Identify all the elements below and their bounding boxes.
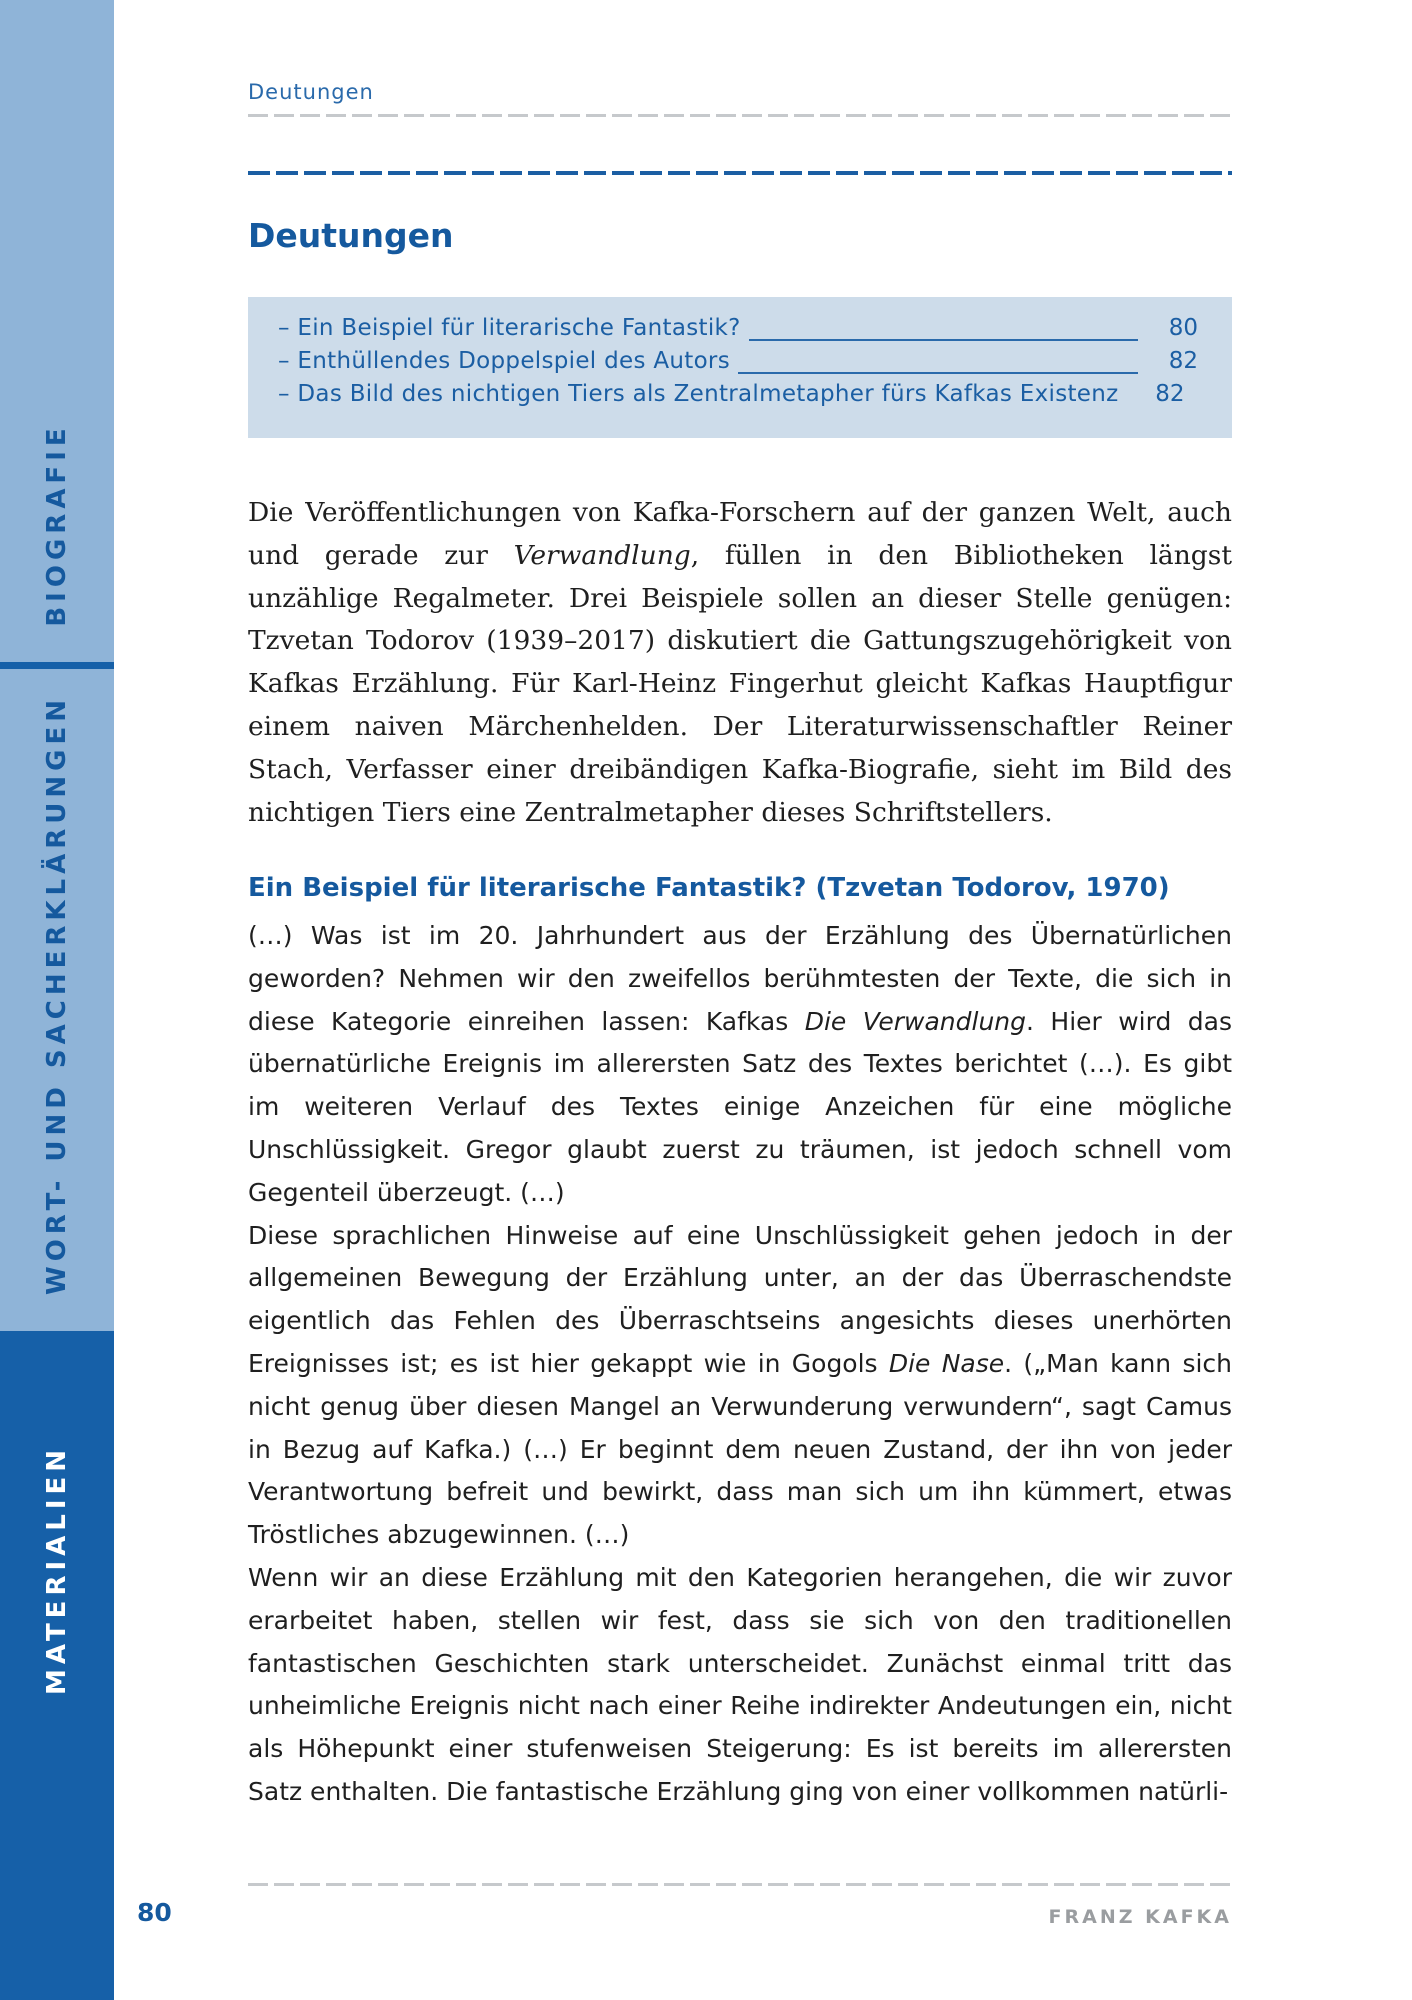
section-divider — [248, 171, 1232, 175]
toc-item-page: 80 — [1168, 315, 1198, 341]
sidebar-tab-biografie[interactable] — [0, 0, 114, 662]
sidebar-tab-materialien[interactable] — [0, 1338, 114, 2000]
toc-box — [248, 297, 1232, 438]
sidebar-tab-label: WORT- UND SACHERKLÄRUNGEN — [42, 695, 72, 1295]
quote-text: . („Man kann sich nicht genug über diesen Mangel an Verwunderung verwundern“, sagt Camus in Bezug auf Kafka.) (…) Er beginnt dem neuen Zustand, der ihn von jeder Verantwortung befreit und bewirkt, dass man sich um ihn kümmert, etwas Tröstliches abzugewinnen. (…) — [248, 1348, 1233, 1550]
intro-text: Die Veröffentlichungen von Kafka-Forschern auf der ganzen Welt, auch und gerade zur — [248, 497, 1232, 571]
quote-paragraph — [248, 915, 1232, 1215]
running-head: Deutungen — [248, 80, 374, 104]
intro-italic-title: Verwandlung — [513, 539, 691, 571]
toc-item[interactable] — [278, 348, 1198, 381]
subheading: Ein Beispiel für literarische Fantastik? (Tzvetan Todorov, 1970) — [248, 873, 1170, 903]
intro-text: , füllen in den Bibliotheken längst unzählige Regalmeter. Drei Beispiele sollen an dieser Stelle genügen: Tzvetan Todorov (1939–2017) diskutiert die Gattungszugehörigkeit von Kafkas Erzählung. Für Karl-Heinz Fingerhut gleicht Kafkas Hauptfigur einem naiven Märchenhelden. Der Literaturwissenschaftler Reiner Stach, Verfasser einer dreibändigen Kafka-Biografie, sieht im Bild des nichtigen Tiers eine Zentralmetapher dieses Schriftstellers. — [248, 539, 1233, 828]
header-divider — [248, 114, 1232, 117]
toc-item-label: – Ein Beispiel für literarische Fantastik? — [278, 315, 741, 341]
intro-paragraph — [248, 492, 1232, 834]
toc-item[interactable] — [278, 315, 1198, 348]
sidebar-tab-label: BIOGRAFIE — [42, 423, 72, 627]
footer-divider — [248, 1883, 1232, 1886]
toc-item-label: – Enthüllendes Doppelspiel des Autors — [278, 348, 730, 374]
toc-item-page: 82 — [1155, 381, 1185, 407]
quote-italic-title: Die Nase — [888, 1348, 1005, 1378]
toc-item[interactable] — [278, 381, 1198, 414]
quote-block — [248, 915, 1232, 1814]
quote-paragraph: Wenn wir an diese Erzählung mit den Kategorien herangehen, die wir zuvor erarbeitet haben, stellen wir fest, dass sie sich von den traditionellen fantastischen Geschichten stark unterscheidet. Zunächst einmal tritt das unheimliche Ereignis nicht nach einer Reihe indirekter Andeutungen ein, nicht als Höhepunkt einer stufenweisen Steigerung: Es ist bereits im allerersten Satz enthalten. Die fantastische Erzählung ging von einer vollkommen natürli- — [248, 1562, 1232, 1806]
toc-leader — [749, 339, 1138, 341]
quote-italic-title: Die Verwandlung — [804, 1006, 1027, 1036]
quote-paragraph — [248, 1215, 1232, 1557]
footer-author: FRANZ KAFKA — [1048, 1906, 1232, 1928]
sidebar-tab-label: MATERIALIEN — [42, 1444, 72, 1696]
quote-text: Diese sprachlichen Hinweise auf eine Unschlüssigkeit gehen jedoch in der allgemeinen Bewegung der Erzählung unter, an der das Überraschendste eigentlich das Fehlen des Überraschtseins angesichts dieses unerhörten Ereignisses ist; es ist hier gekappt wie in Gogols — [248, 1220, 1232, 1378]
section-title: Deutungen — [248, 216, 454, 255]
toc-leader — [738, 372, 1138, 374]
toc-item-page: 82 — [1168, 348, 1198, 374]
quote-text: (…) Was ist im 20. Jahrhundert aus der Erzählung des Übernatürlichen geworden? Nehmen wir den zweifellos berühmtesten der Texte, die sich in diese Kategorie einreihen lassen: Kafkas — [248, 921, 1232, 1036]
sidebar — [0, 0, 114, 2000]
toc-item-label: – Das Bild des nichtigen Tiers als Zentralmetapher fürs Kafkas Existenz — [278, 381, 1119, 407]
sidebar-tab-wort-und-sacherklaerungen[interactable] — [0, 669, 114, 1331]
page-number: 80 — [137, 1898, 172, 1927]
quote-text: . Hier wird das übernatürliche Ereignis im allerersten Satz des Textes berichtet (…). Es gibt im weiteren Verlauf des Textes einige Anzeichen für eine mögliche Unschlüssigkeit. Gregor glaubt zuerst zu träumen, ist jedoch schnell vom Gegenteil überzeugt. (…) — [248, 1006, 1232, 1207]
